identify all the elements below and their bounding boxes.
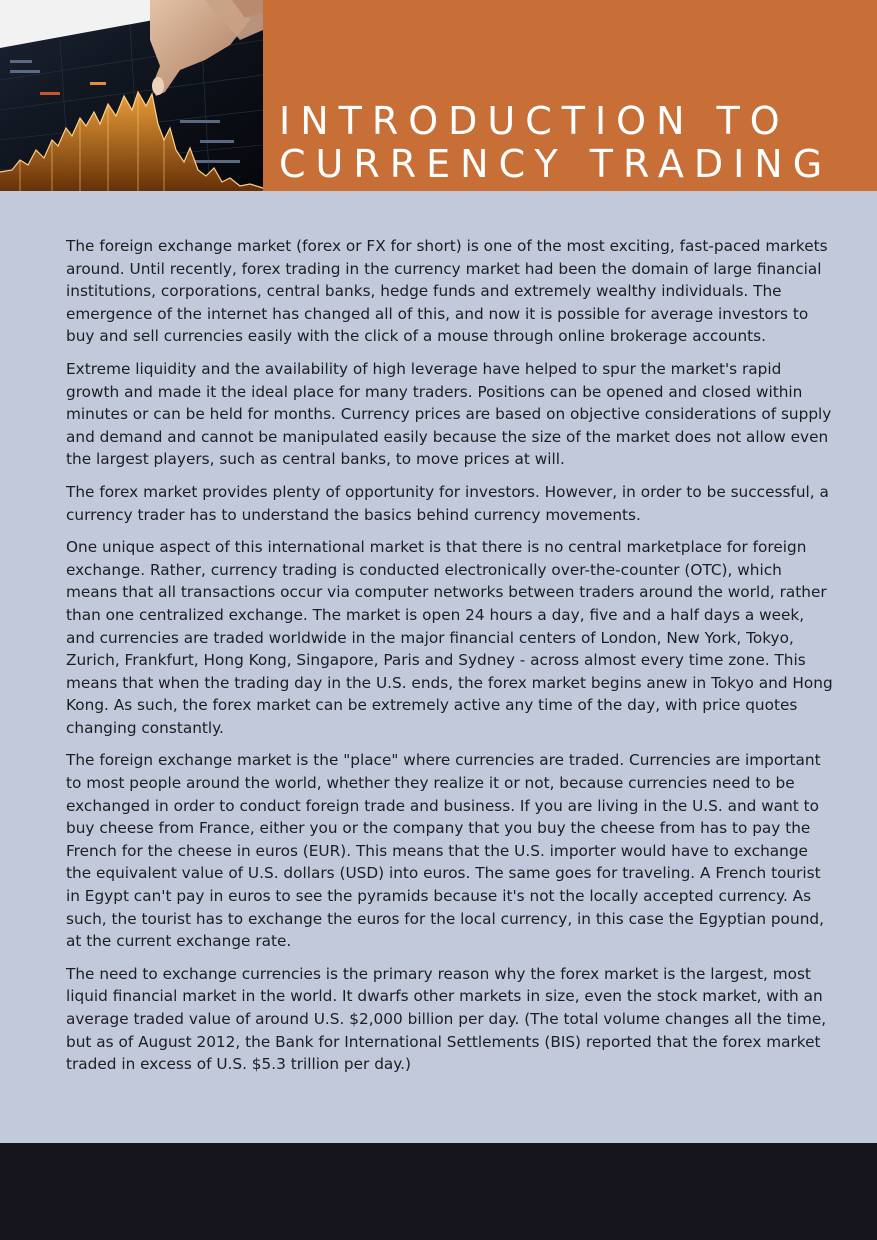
- title-line-1: INTRODUCTION TO: [279, 99, 790, 143]
- title-line-2: CURRENCY TRADING: [279, 142, 833, 186]
- paragraph: The foreign exchange market is the "place" where currencies are traded. Currencies are important to most people around the world, whether they realize it or not, because currencies need to be exchanged in order to conduct foreign trade and business. If you are living in the U.S. and want to buy cheese from France, either you or the company that you buy the cheese from has to pay the French for the cheese in euros (EUR). This means that the U.S. importer would have to exchange the equivalent value of U.S. dollars (USD) into euros. The same goes for traveling. A French tourist in Egypt can't pay in euros to see the pyramids because it's not the locally accepted currency. As such, the tourist has to exchange the euros for the local currency, in this case the Egyptian pound, at the current exchange rate.: [66, 751, 824, 951]
- paragraph: One unique aspect of this international market is that there is no central marketplace for foreign exchange. Rather, currency trading is conducted electronically over-the-counter (OTC), which means that all transactions occur via computer networks between traders around the world, rather than one centralized exchange. The market is open 24 hours a day, five and a half days a week, and currencies are traded worldwide in the major financial centers of London, New York, Tokyo, Zurich, Frankfurt, Hong Kong, Singapore, Paris and Sydney - across almost every time zone. This means that when the trading day in the U.S. ends, the forex market begins anew in Tokyo and Hong Kong. As such, the forex market can be extremely active any time of the day, with price quotes changing constantly.: [66, 538, 833, 737]
- trading-chart-photo-icon: [0, 0, 263, 191]
- paragraph: Extreme liquidity and the availability of high leverage have helped to spur the market's rapid growth and made it the ideal place for many traders. Positions can be opened and closed within minutes or can be held for months. Currency prices are based on objective considerations of supply and demand and cannot be manipulated easily because the size of the market does not allow even the largest players, such as central banks, to move prices at will.: [66, 359, 832, 469]
- paragraph: The forex market provides plenty of opportunity for investors. However, in order to be successful, a currency trader has to understand the basics behind currency movements.: [66, 482, 829, 524]
- article-body: [66, 235, 836, 1086]
- page-title: [279, 100, 832, 186]
- page-header: [0, 0, 877, 191]
- page-footer-band: [0, 1143, 877, 1240]
- paragraph: The need to exchange currencies is the primary reason why the forex market is the largest, most liquid financial market in the world. It dwarfs other markets in size, even the stock market, with an average traded value of around U.S. $2,000 billion per day. (The total volume changes all the time, but as of August 2012, the Bank for International Settlements (BIS) reported that the forex market traded in excess of U.S. $5.3 trillion per day.): [66, 964, 827, 1074]
- paragraph: The foreign exchange market (forex or FX for short) is one of the most exciting, fast-paced markets around. Until recently, forex trading in the currency market had been the domain of large financial institutions, corporations, central banks, hedge funds and extremely wealthy individuals. The emergence of the internet has changed all of this, and now it is possible for average investors to buy and sell currencies easily with the click of a mouse through online brokerage accounts.: [66, 237, 828, 346]
- title-block: [263, 0, 877, 191]
